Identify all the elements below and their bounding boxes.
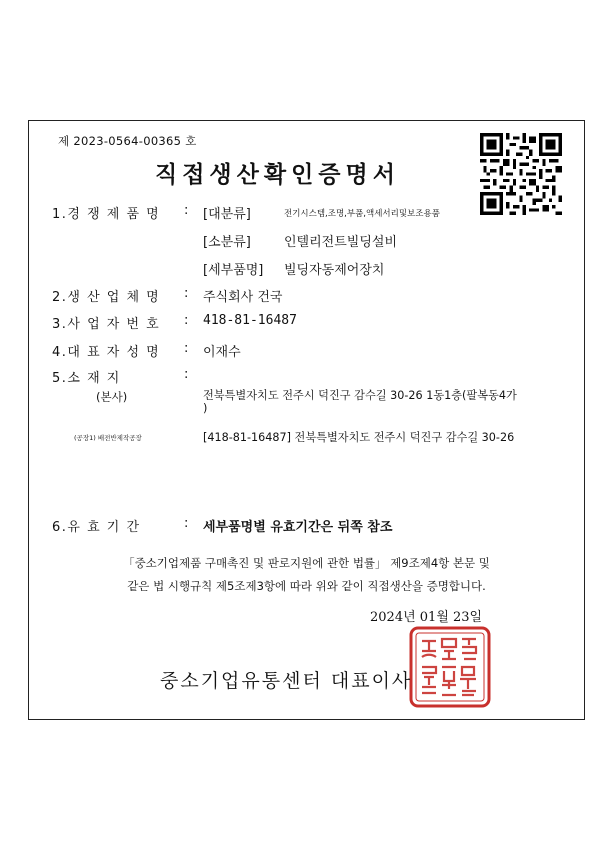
ceo-label: 4.대 표 자 성 명 [52, 345, 161, 360]
company-value: 주식회사 건국 [203, 290, 283, 305]
detail-item-value: 빌딩자동제어장치 [284, 263, 385, 278]
factory-address: [418-81-16487] 전북특별자치도 전주시 덕진구 감수길 30-26 [203, 431, 515, 444]
hq-label: (본사) [96, 390, 128, 404]
issue-date: 2024년 01월 23일 [370, 610, 483, 625]
colon: : [184, 203, 189, 218]
issuer-name: 중소기업유통센터 대표이사 [160, 670, 413, 692]
minor-category-tag: [소분류] [203, 235, 251, 250]
major-category-value: 전기시스템,조명,부품,액세서리및보조용품 [284, 209, 440, 219]
certificate-number: 제 2023-0564-00365 호 [58, 134, 197, 148]
statement-line2: 같은 법 시행규칙 제5조제3항에 따라 위와 같이 직접생산을 증명합니다. [127, 579, 486, 593]
major-category-tag: [대분류] [203, 207, 251, 222]
detail-item-tag: [세부품명] [203, 263, 264, 278]
validity-value: 세부품명별 유효기간은 뒤쪽 참조 [203, 520, 393, 535]
colon: : [184, 313, 189, 328]
hq-address-line1: 전북특별자치도 전주시 덕진구 감수길 30-26 1동1층(팔복동4가 [203, 389, 517, 402]
colon: : [184, 516, 189, 531]
colon: : [184, 286, 189, 301]
validity-label: 6.유 효 기 간 [52, 520, 141, 535]
ceo-value: 이재수 [203, 345, 241, 360]
address-label: 5.소 재 지 [52, 371, 121, 386]
biz-no-label: 3.사 업 자 번 호 [52, 317, 161, 332]
biz-no-value: 418-81-16487 [203, 313, 297, 328]
qr-code-icon[interactable] [480, 133, 562, 215]
statement-line1: 「중소기업제품 구매촉진 및 판로지원에 관한 법률」 제9조제4항 본문 및 [123, 556, 490, 570]
colon: : [184, 341, 189, 356]
company-label: 2.생 산 업 체 명 [52, 290, 161, 305]
official-seal-stamp [408, 625, 492, 709]
product-label: 1.경 쟁 제 품 명 [52, 207, 161, 222]
colon: : [184, 367, 189, 382]
hq-address-line2: ) [203, 402, 208, 415]
factory-label: (공장1) 배전반제작공장 [74, 434, 142, 442]
minor-category-value: 인텔리전트빌딩설비 [284, 235, 398, 250]
document-title: 직접생산확인증명서 [155, 161, 400, 188]
